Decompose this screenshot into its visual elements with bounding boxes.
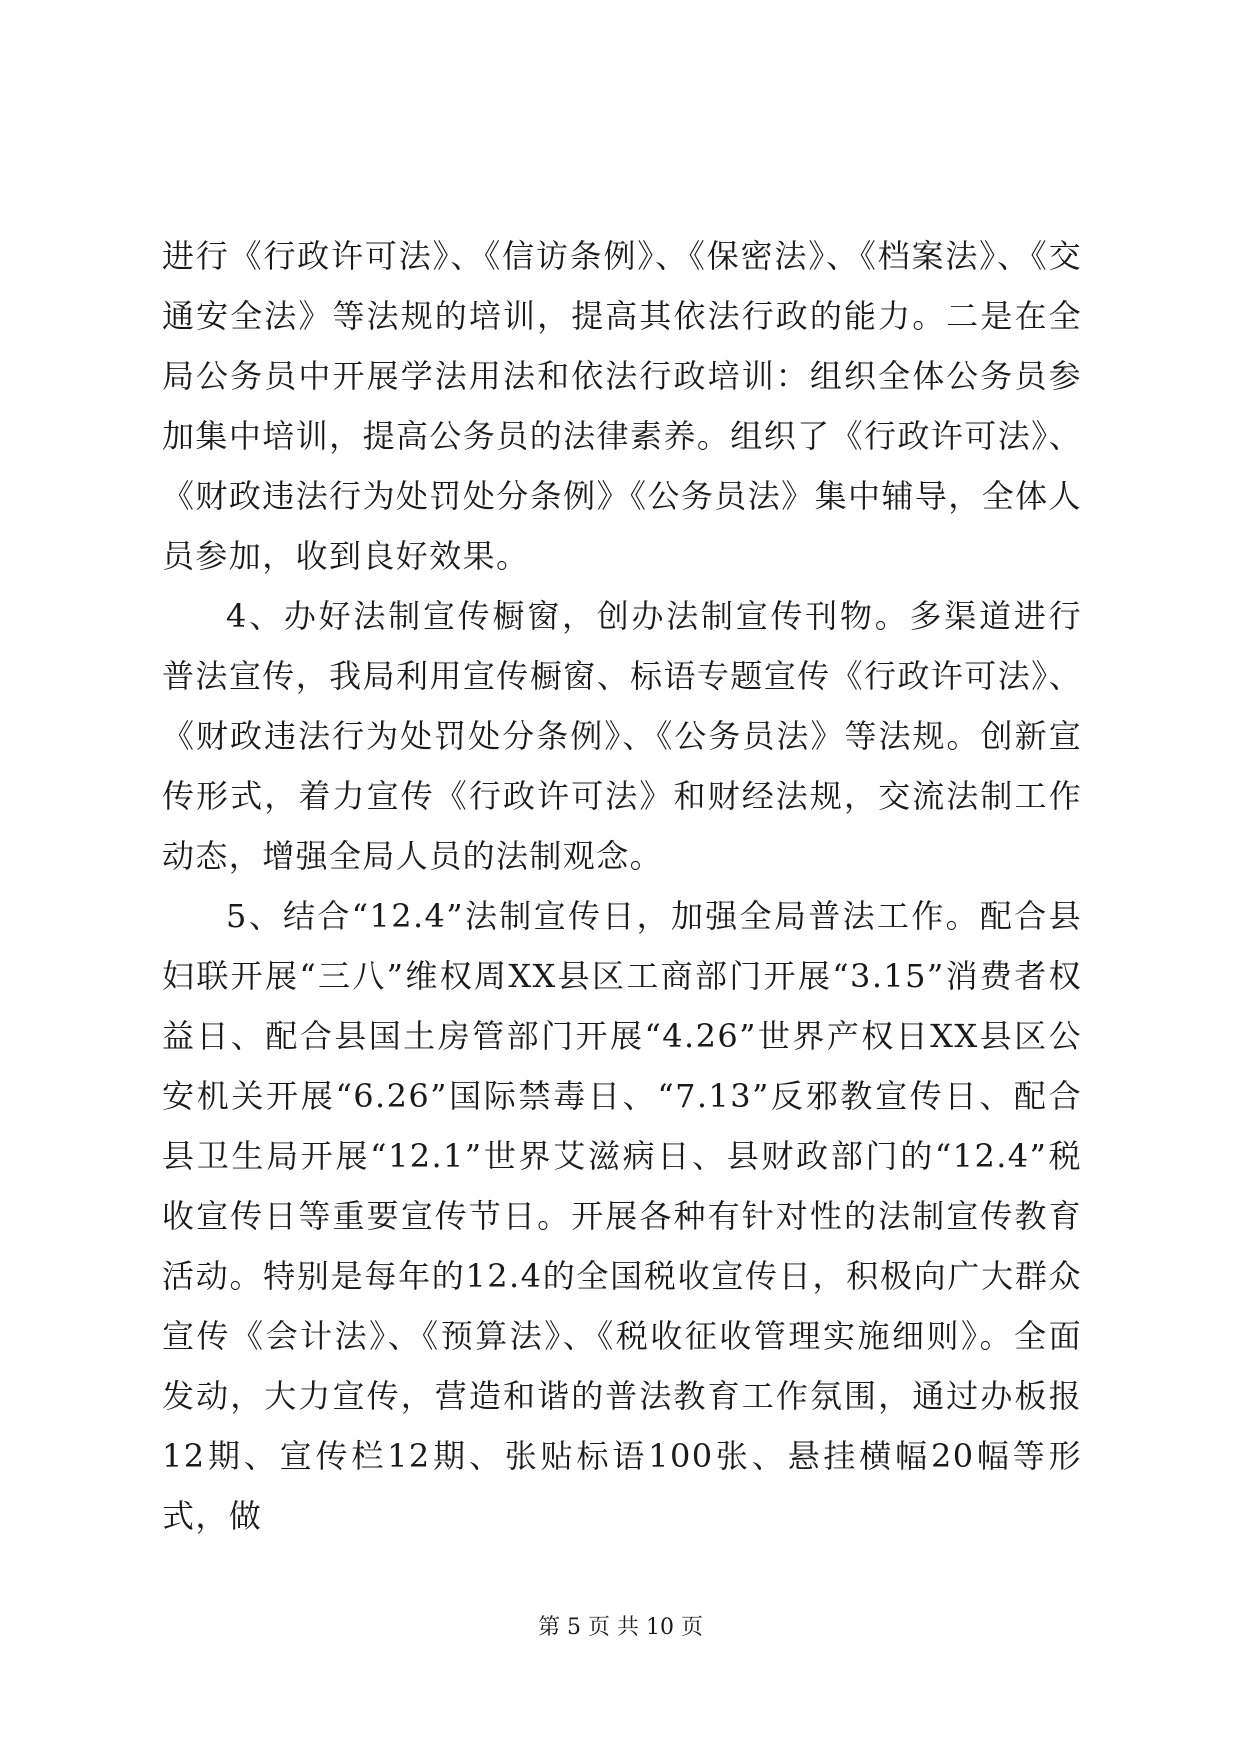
page-footer bbox=[0, 1610, 1241, 1641]
page-number-label: 第 5 页 共 10 页 bbox=[538, 1615, 703, 1640]
paragraph-2: 4、办好法制宣传橱窗，创办法制宣传刊物。多渠道进行普法宣传，我局利用宣传橱窗、标语专题宣传《行政许可法》、《财政违法行为处罚处分条例》、《公务员法》等法规。创新宣传形式，着力宣传《行政许可法》和财经法规，交流法制工作动态，增强全局人员的法制观念。 bbox=[162, 597, 1082, 875]
document-body bbox=[162, 226, 1082, 1546]
paragraph-3: 5、结合“12.4”法制宣传日，加强全局普法工作。配合县妇联开展“三八”维权周XX县区工商部门开展“3.15”消费者权益日、配合县国土房管部门开展“4.26”世界产权日XX县区公安机关开展“6.26”国际禁毒日、“7.13”反邪教宣传日、配合县卫生局开展“12.1”世界艾滋病日、县财政部门的“12.4”税收宣传日等重要宣传节日。开展各种有针对性的法制宣传教育活动。特别是每年的12.4的全国税收宣传日，积极向广大群众宣传《会计法》、《预算法》、《税收征收管理实施细则》。全面发动，大力宣传，营造和谐的普法教育工作氛围，通过办板报12期、宣传栏12期、张贴标语100张、悬挂横幅20幅等形式，做 bbox=[162, 897, 1082, 1535]
paragraph-1: 进行《行政许可法》、《信访条例》、《保密法》、《档案法》、《交通安全法》等法规的培训，提高其依法行政的能力。二是在全局公务员中开展学法用法和依法行政培训：组织全体公务员参加集中培训，提高公务员的法律素养。组织了《行政许可法》、《财政违法行为处罚处分条例》《公务员法》集中辅导，全体人员参加，收到良好效果。 bbox=[162, 237, 1082, 575]
